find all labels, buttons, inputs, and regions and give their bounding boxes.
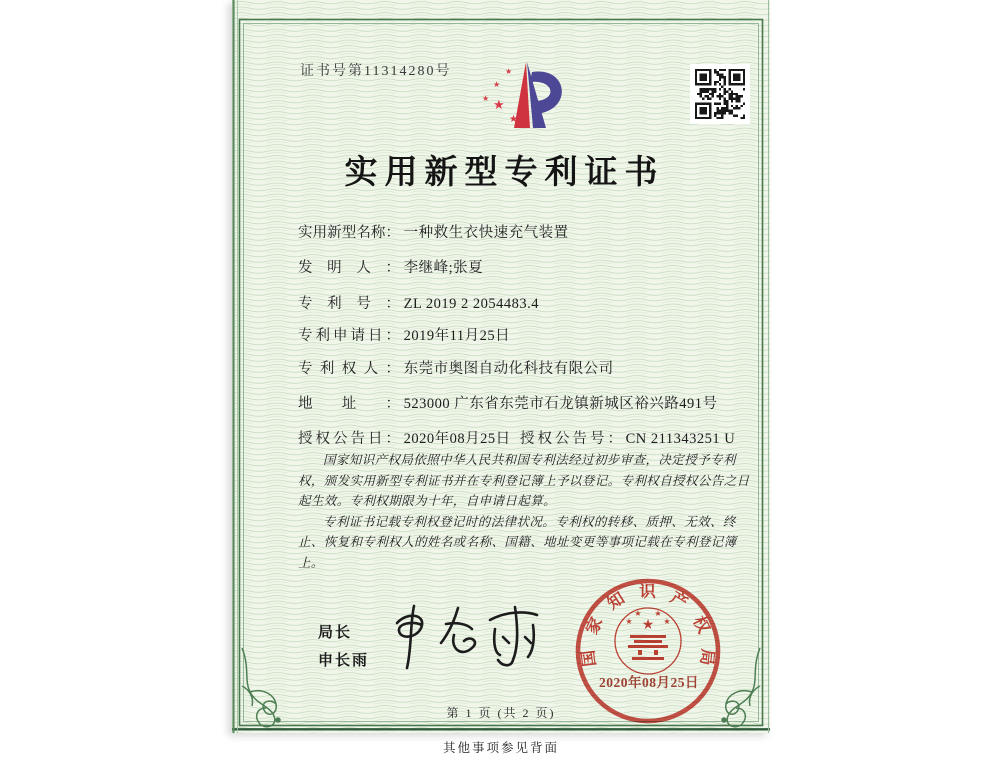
field-label: 授权公告号：	[520, 431, 622, 447]
svg-text:★: ★	[654, 609, 662, 618]
field-row-inventor	[298, 256, 483, 277]
seal-agency-text: 国家知识产权局	[578, 581, 718, 668]
grant-number-pair	[520, 427, 735, 448]
field-label: 专利申请日：	[298, 328, 400, 344]
field-row-filing-date	[298, 324, 510, 345]
field-value: 2020年08月25日	[403, 431, 511, 447]
cnipa-logo-icon	[472, 56, 580, 140]
certificate-title: 实用新型专利证书	[344, 155, 665, 191]
field-row-patent-no	[298, 292, 539, 313]
svg-text:★: ★	[663, 617, 671, 626]
svg-text:★: ★	[505, 67, 513, 76]
field-row-patentee	[298, 357, 614, 378]
field-value: 一种救生衣快速充气装置	[403, 225, 569, 241]
field-label: 专利权人：	[298, 361, 400, 377]
signer-block	[318, 621, 369, 677]
field-row-grant	[298, 427, 736, 448]
field-row-address	[298, 392, 718, 413]
svg-text:★: ★	[493, 97, 505, 112]
signer-title: 局长	[318, 624, 353, 641]
signer-name: 申长雨	[318, 652, 370, 669]
field-value: 2019年11月25日	[403, 328, 511, 344]
field-label: 专利号：	[298, 296, 400, 312]
seal-date: 2020年08月25日	[599, 675, 699, 690]
svg-text:★: ★	[634, 609, 642, 618]
certificate-number: 证书号第11314280号	[300, 64, 452, 79]
certificate-paper	[232, 0, 770, 733]
svg-text:★: ★	[482, 94, 490, 103]
field-value: CN 211343251 U	[625, 431, 736, 447]
field-row-name	[298, 221, 569, 242]
signature-icon	[382, 594, 562, 676]
back-note: 其他事项参见背面	[442, 741, 559, 755]
legal-text	[298, 450, 750, 573]
svg-text:★: ★	[493, 80, 501, 89]
field-label: 地址：	[298, 396, 400, 412]
field-value: 李继峰;张夏	[403, 260, 484, 276]
page-footer: 第 1 页 (共 2 页)	[446, 706, 556, 720]
field-value: 东莞市奥图自动化科技有限公司	[403, 361, 614, 377]
qr-code	[690, 64, 750, 124]
field-label: 授权公告日：	[298, 431, 400, 447]
field-value: 523000 广东省东莞市石龙镇新城区裕兴路491号	[403, 396, 718, 412]
legal-paragraph-register: 专利证书记载专利权登记时的法律状况。专利权的转移、质押、无效、终止、恢复和专利权人的姓名或名称、国籍、地址变更等事项记载在专利登记簿上。	[298, 514, 737, 570]
svg-text:★: ★	[509, 114, 518, 125]
legal-paragraph-grant: 国家知识产权局依照中华人民共和国专利法经过初步审查，决定授予专利权，颁发实用新型专利证书并在专利登记簿上予以登记。专利权自授权公告之日起生效。专利权期限为十年，自申请日起算。	[298, 453, 750, 508]
national-emblem-icon	[615, 608, 681, 674]
field-value: ZL 2019 2 2054483.4	[403, 296, 540, 312]
field-label: 发明人：	[298, 260, 400, 276]
field-label: 实用新型名称：	[298, 225, 400, 241]
svg-text:★: ★	[641, 618, 655, 633]
svg-text:★: ★	[625, 617, 633, 626]
